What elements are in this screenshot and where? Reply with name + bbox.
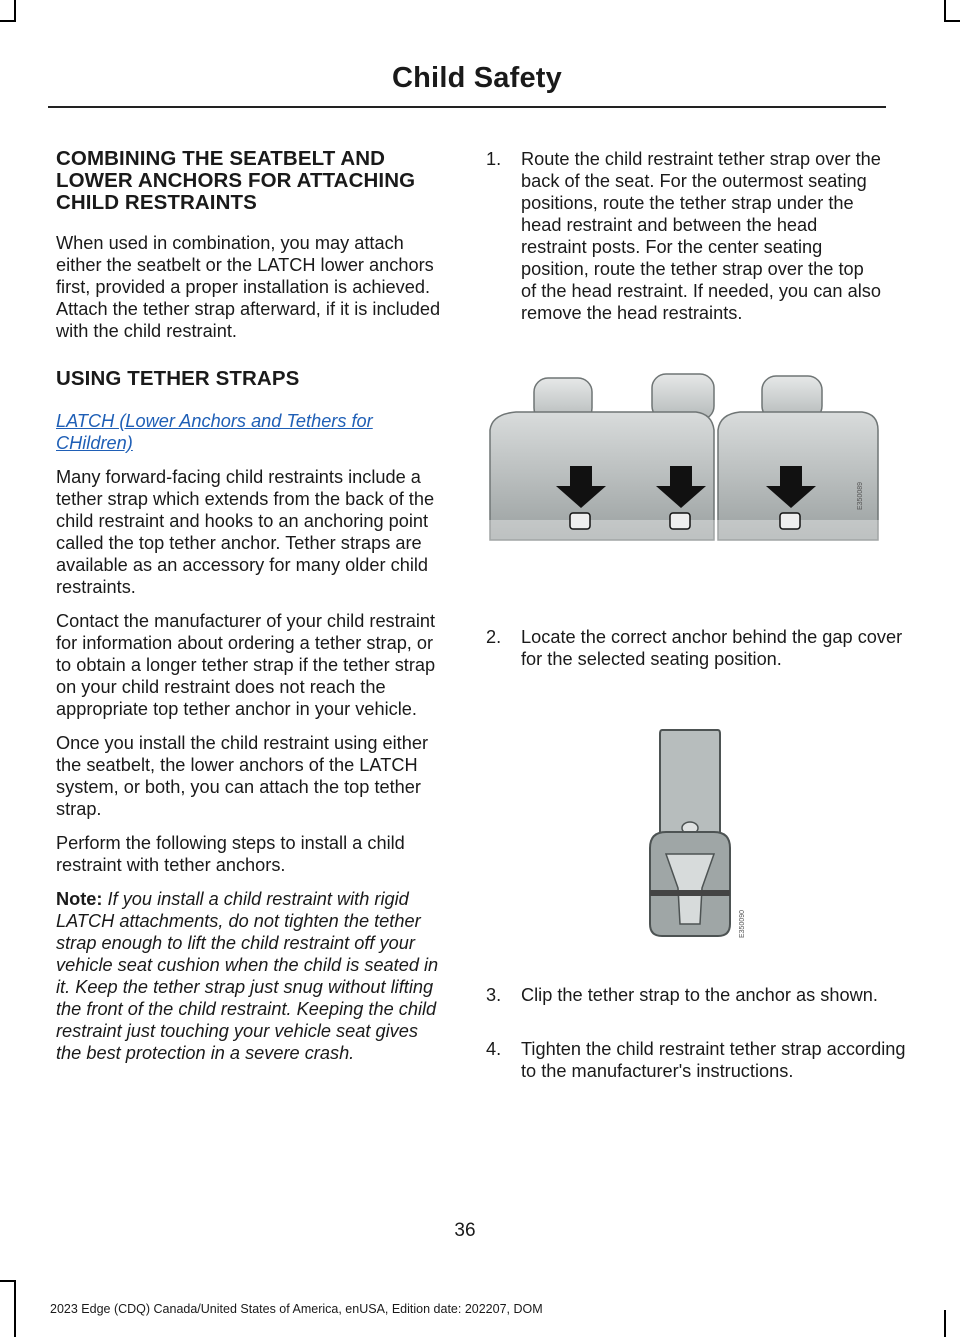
tether-anchor-illustration <box>620 728 750 940</box>
crop-mark <box>0 20 16 22</box>
step-number: 3. <box>486 985 502 1005</box>
step-item <box>486 984 917 1006</box>
step-item <box>486 148 882 324</box>
step-text: Route the child restraint tether strap over the back of the seat. For the outermost seating positions, route the tether strap under the head restraint and between the head restraint posts. For the center seating position, route the tether strap over the top of the head restraint. If needed, you can also remove the head restraints. <box>521 149 881 323</box>
section-heading-tether: USING TETHER STRAPS <box>56 367 300 390</box>
crop-mark <box>0 1280 16 1282</box>
step-number: 2. <box>486 627 502 647</box>
paragraph: When used in combination, you may attach either the seatbelt or the LATCH lower anchors first, provided a proper installation is achieved. Attach the tether strap afterward, if it is included with the child restraint. <box>56 233 441 341</box>
crop-mark <box>944 1310 946 1337</box>
note-text: If you install a child restraint with rigid LATCH attachments, do not tighten the tether strap enough to lift the child restraint off your vehicle seat cushion when the child is seated in it. Keep the tether strap just snug without lifting the front of the child restraint. Keeping the child restraint just touching your vehicle seat gives the best protection in a severe crash. <box>56 889 439 1063</box>
step-number: 1. <box>486 149 502 169</box>
note <box>56 888 448 1064</box>
page-number: 36 <box>454 1220 476 1241</box>
paragraph: Once you install the child restraint using either the seatbelt, the lower anchors of the LATCH system, or both, you can attach the top tether strap. <box>56 733 429 819</box>
note-label: Note: <box>56 889 103 909</box>
footer-edition: 2023 Edge (CDQ) Canada/United States of America, enUSA, Edition date: 202207, DOM <box>50 1302 543 1316</box>
step-text: Locate the correct anchor behind the gap cover for the selected seating position. <box>521 627 903 669</box>
step-item <box>486 1038 917 1082</box>
left-column <box>56 148 448 1076</box>
paragraph: Perform the following steps to install a child restraint with tether anchors. <box>56 833 405 875</box>
paragraph: Contact the manufacturer of your child restraint for information about ordering a tether strap, or to obtain a longer tether strap if the tether strap on your child restraint does not reach the appropriate top tether anchor in your vehicle. <box>56 611 436 719</box>
step-number: 4. <box>486 1039 502 1059</box>
step-text: Clip the tether strap to the anchor as shown. <box>521 985 878 1005</box>
figure-code: E350089 <box>857 481 864 510</box>
figure-code: E350090 <box>739 909 746 938</box>
page-title: Child Safety <box>392 62 562 94</box>
rear-seat-anchor-illustration <box>486 370 880 550</box>
crop-mark <box>944 0 946 20</box>
crop-mark <box>14 0 16 20</box>
step-item <box>486 626 917 670</box>
step-text: Tighten the child restraint tether strap according to the manufacturer's instructions. <box>521 1039 906 1081</box>
header-divider <box>48 106 886 108</box>
crop-mark <box>944 20 960 22</box>
paragraph: Many forward-facing child restraints include a tether strap which extends from the back of the child restraint and hooks to an anchoring point called the top tether anchor. Tether straps are available as an accessory for many older child restraints. <box>56 467 435 597</box>
latch-cross-reference-link[interactable]: LATCH (Lower Anchors and Tethers for CHildren) <box>56 411 373 453</box>
crop-mark <box>14 1280 16 1337</box>
section-heading-combining: COMBINING THE SEATBELT AND LOWER ANCHORS FOR ATTACHING CHILD RESTRAINTS <box>56 147 416 214</box>
